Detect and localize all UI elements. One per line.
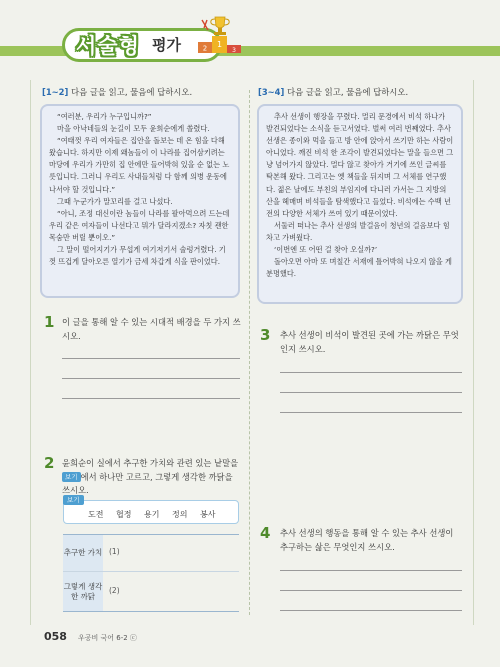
passage-paragraph: 돌아오면 아마 또 며칠간 서재에 틀어박혀 나오지 않을 게 분명했다. <box>266 257 452 279</box>
podium-label-3: 3 <box>232 47 236 54</box>
question-text <box>62 457 242 498</box>
question-text-part: 윤희순이 실에서 추구한 가치와 관련 있는 낱말을 <box>62 458 239 468</box>
instruction-text: 다음 글을 읽고, 물음에 답하시오. <box>284 87 409 97</box>
answer-line[interactable] <box>280 570 462 571</box>
passage-left <box>40 104 240 298</box>
passage-paragraph: 마을 아낙네들의 눈길이 모두 윤희순에게 쏠렸다. <box>57 124 210 134</box>
question-number: 4 <box>260 524 271 542</box>
passage-paragraph: 그때 누군가가 말꼬리를 걸고 나섰다. <box>57 196 173 206</box>
passage-right <box>257 104 463 304</box>
page-number: 058 <box>44 630 67 643</box>
bogi-label: 보기 <box>63 495 84 505</box>
answer-table <box>63 534 239 612</box>
question-number: 3 <box>260 326 271 344</box>
question-text-part: 에서 하나만 고르고, 그렇게 생각한 까닭을 쓰시오. <box>62 471 233 495</box>
column-divider <box>249 90 250 615</box>
section-header <box>0 0 500 60</box>
bogi-tag: 보기 <box>62 472 81 482</box>
question-text: 추사 선생의 행동을 통해 알 수 있는 추사 선생이 추구하는 삶은 무엇인지 쓰시오. <box>280 528 454 552</box>
question-number: 2 <box>44 454 55 472</box>
row-header: 그렇게 생각한 까닭 <box>63 572 103 611</box>
podium-label-2: 2 <box>202 44 208 53</box>
passage-paragraph: “여태껏 우리 여자들은 집안을 돌보는 데 온 힘을 다해 왔습니다. 하지만 이제 왜놈들이 이 나라를 집어삼키려는 마당에 우리가 가만히 집 안에만 들어박혀 있을 순 없는 노릇입니다. 그러니 우리도 사내들처럼 다 함께 의병 운동에 나서야 할 것입니다.” <box>49 136 230 194</box>
answer-line[interactable] <box>62 378 240 379</box>
answer-line[interactable] <box>280 590 462 591</box>
question-text: 추사 선생이 비석이 발견된 곳에 가는 까닭은 무엇인지 쓰시오. <box>280 330 459 354</box>
row-header: 추구한 가치 <box>63 535 103 571</box>
instruction-number: [1~2] <box>42 87 69 97</box>
trophy-podium-icon <box>196 14 244 54</box>
answer-line[interactable] <box>280 412 462 413</box>
row-cell: (2) <box>109 586 120 595</box>
instruction-right <box>258 86 408 98</box>
question-text: 이 글을 통해 알 수 있는 시대적 배경을 두 가지 쓰시오. <box>62 317 241 341</box>
question-number: 1 <box>44 313 55 331</box>
answer-row-value[interactable] <box>63 535 239 571</box>
section-title: 서술형 <box>76 34 140 58</box>
section-subtitle: 평가 <box>152 36 181 54</box>
passage-paragraph: “여러분, 우리가 누구입니까?” <box>57 112 152 121</box>
answer-line[interactable] <box>280 372 462 373</box>
instruction-number: [3~4] <box>258 87 285 97</box>
passage-paragraph: “아니, 조정 대신이란 놈들이 나라를 팔아먹으려 드는데 우리 같은 여자들이 나선다고 뭐가 달라지겠소? 자칫 괜한 목숨만 버릴 뿐이오.” <box>49 208 230 242</box>
answer-line[interactable] <box>280 610 462 611</box>
answer-line[interactable] <box>280 392 462 393</box>
instruction-text: 다음 글을 읽고, 물음에 답하시오. <box>68 87 193 97</box>
passage-paragraph: 그 말이 떨어지기가 무섭게 여기저기서 술렁거렸다. 기껏 뜨겁게 달아오른 열기가 금세 차갑게 식을 판이었다. <box>49 245 226 267</box>
passage-paragraph: 추사 선생이 행장을 꾸렸다. 멀리 문경에서 비석 하나가 발견되었다는 소식을 듣고서였다. 벌써 여러 번째였다. 추사 선생은 종이와 먹을 들고 방 안에 앉아서 쓰기만 하는 사람이 아니었다. 깨진 비석 한 조각이 발견되었다는 말을 들으면 그냥 넘어가지 않았다. 멀다 않고 찾아가 거기에 쓰인 글씨를 탁본해 왔다. 그리고는 옛 책들을 뒤지며 그 서체를 연구했다. 젊은 날에도 부친의 부임지에 다니러 가서는 그 지방의 산을 헤매며 비석들을 탐색했다고 들었다. 비석에는 수백 년 전의 다양한 서체가 쓰여 있기 때문이었다. <box>266 112 454 218</box>
answer-row-reason[interactable] <box>63 572 239 611</box>
answer-line[interactable] <box>62 358 240 359</box>
row-cell: (1) <box>109 547 120 556</box>
bogi-words: 도전 협정 용기 정의 봉사 <box>88 510 216 519</box>
podium-label-1: 1 <box>216 40 223 49</box>
passage-paragraph: 서둘러 떠나는 추사 선생의 발걸음이 청년의 걸음보다 힘차고 가벼웠다. <box>266 220 450 242</box>
instruction-left <box>42 86 192 98</box>
frame-border-right <box>473 80 474 625</box>
book-title: 우공비 국어 6-2 ⓒ <box>78 634 137 642</box>
frame-border-left <box>30 80 31 625</box>
passage-paragraph: ‘이번엔 또 어떤 걸 찾아 오실까?’ <box>274 245 378 255</box>
answer-line[interactable] <box>62 398 240 399</box>
